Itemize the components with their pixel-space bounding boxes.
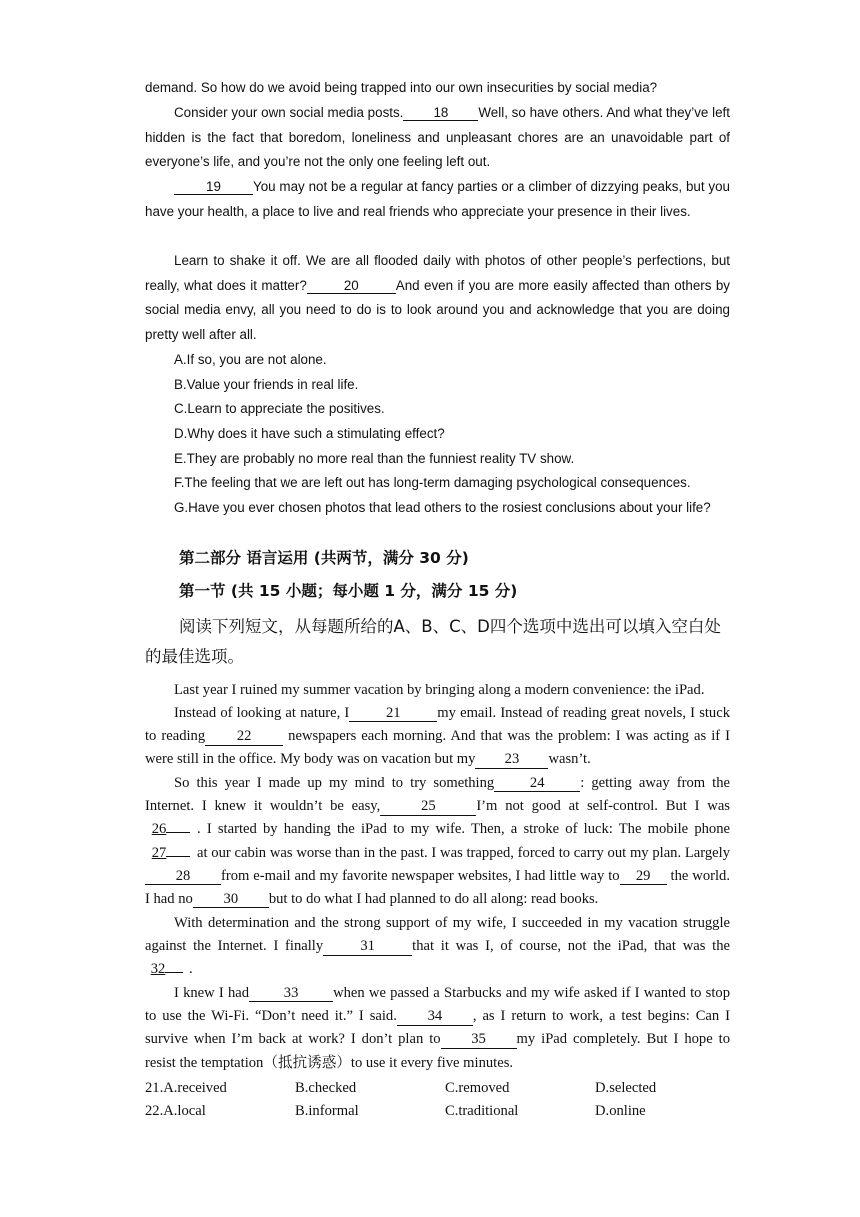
- answer-21-b[interactable]: B.checked: [295, 1080, 357, 1096]
- blank-32[interactable]: [145, 962, 189, 977]
- passage2-para-4: [145, 912, 730, 982]
- blank-27-number: 27: [151, 844, 167, 861]
- blank-23[interactable]: 23: [475, 752, 548, 768]
- passage2-para-3: [145, 772, 730, 911]
- para-text: With determination and the strong support of my wife, I succeeded in my vacation struggle against the Internet. I finally: [145, 915, 730, 955]
- answer-21-a[interactable]: 21.A.received: [145, 1080, 227, 1096]
- para-text: Learn to shake it off. We are all flooded daily with photos of other people’s perfections, but really, what does it matter?: [145, 253, 730, 293]
- para-text: . I started by handing the iPad to my wife. Then, a stroke of luck: The mobile phone: [197, 821, 730, 838]
- blank-20[interactable]: 20: [307, 279, 396, 294]
- para-text: , as I return to work, a test begins: Can I survive when I’m back at work? I don’t plan to: [145, 1008, 730, 1048]
- para-text: I knew I had: [174, 985, 250, 1001]
- para-text: I’m not good at self-control. But I was: [476, 798, 730, 815]
- instruction: 阅读下列短文，从每题所给的A、B、C、D四个选项中选出可以填入空白处的最佳选项。: [145, 617, 721, 666]
- option-g: G.Have you ever chosen photos that lead others to the rosiest conclusions about your life?: [174, 500, 711, 515]
- para-text: when we passed a Starbucks and my wife asked if I wanted to stop to use the Wi-Fi. “Don’t need it.” I said.: [145, 985, 730, 1025]
- blank-35[interactable]: 35: [441, 1032, 517, 1048]
- para-text: my email. Instead of reading great novels, I stuck to reading: [145, 705, 730, 745]
- option-e: E.They are probably no more real than the funniest reality TV show.: [174, 451, 575, 466]
- para-text: So this year I made up my mind to try something: [174, 775, 495, 791]
- blank-34[interactable]: 34: [397, 1009, 473, 1025]
- blank-24[interactable]: 24: [494, 776, 580, 792]
- para-text: but to do what I had planned to do all along: read books.: [268, 891, 599, 908]
- blank-26[interactable]: [145, 822, 197, 837]
- blank-30[interactable]: 30: [193, 892, 269, 908]
- para-text: the world. I had no: [145, 867, 730, 908]
- option-a: A.If so, you are not alone.: [174, 352, 327, 367]
- para-text: newspapers each morning. And that was the problem: I was acting as if I were still in the office. My body was on vacation but my: [145, 728, 730, 768]
- para-text: You may not be a regular at fancy parties or a climber of dizzying peaks, but you have your health, a place to live and real friends who appreciate your presence in their lives.: [145, 179, 730, 219]
- blank-32-number: 32: [150, 961, 166, 978]
- para-text: my iPad completely. But I hope to resist the temptation（抵抗诱惑）to use it every five minutes.: [145, 1031, 730, 1071]
- passage1-para-20: [145, 249, 730, 348]
- para-text: at our cabin was worse than in the past. I was trapped, forced to carry out my plan. Largely: [197, 844, 730, 861]
- blank-18[interactable]: 18: [403, 106, 478, 121]
- blank-31[interactable]: 31: [323, 939, 412, 955]
- para-text: : getting away from the Internet. I knew it wouldn’t be easy,: [145, 775, 731, 815]
- passage2-para-2: [145, 702, 730, 772]
- passage2-para-1: [145, 679, 730, 702]
- part-title: 第二部分 语言运用 (共两节，满分 30 分): [179, 549, 469, 567]
- section-title: 第一节 (共 15 小题；每小题 1 分，满分 15 分): [179, 582, 518, 600]
- para-text: Well, so have others. And what they’ve left hidden is the fact that boredom, loneliness and unpleasant chores are an unavoidable part of everyone’s life, and you’re not the only one feeling left out.: [145, 105, 730, 170]
- option-d: D.Why does it have such a stimulating effect?: [174, 426, 445, 441]
- blank-26-number: 26: [151, 821, 167, 838]
- passage1-para-19: [145, 175, 730, 224]
- answer-22-d[interactable]: D.online: [595, 1103, 646, 1119]
- para-text: .: [189, 961, 193, 978]
- para-text: Last year I ruined my summer vacation by bringing along a modern convenience: the iPad.: [174, 682, 705, 698]
- option-c: C.Learn to appreciate the positives.: [174, 401, 385, 416]
- blank-22[interactable]: 22: [205, 729, 283, 745]
- blank-25[interactable]: 25: [380, 799, 476, 815]
- option-f: F.The feeling that we are left out has long-term damaging psychological consequences.: [174, 475, 691, 490]
- answer-22-b[interactable]: B.informal: [295, 1103, 359, 1119]
- para-text: wasn’t.: [548, 751, 591, 768]
- blank-19[interactable]: 19: [174, 180, 253, 195]
- para-text: Consider your own social media posts.: [174, 105, 404, 120]
- para-text: demand. So how do we avoid being trapped into our own insecurities by social media?: [145, 80, 658, 95]
- blank-33[interactable]: 33: [249, 986, 333, 1002]
- blank-28[interactable]: 28: [145, 869, 221, 885]
- answer-21-d[interactable]: D.selected: [595, 1080, 657, 1096]
- blank-29[interactable]: 29: [620, 869, 667, 885]
- blank-21[interactable]: 21: [349, 706, 437, 722]
- para-text: And even if you are more easily affected than others by social media envy, all you need to do is to look around you and acknowledge that you are doing pretty well after all.: [145, 277, 730, 343]
- passage1-para-18: [145, 101, 730, 175]
- blank-26-line: [166, 832, 190, 833]
- para-text: Instead of looking at nature, I: [174, 705, 350, 721]
- option-b: B.Value your friends in real life.: [174, 377, 359, 392]
- passage1-para-demand: [145, 76, 730, 101]
- blank-27-line: [166, 856, 190, 857]
- para-text: that it was I, of course, not the iPad, that was the: [412, 938, 730, 955]
- blank-32-line: [165, 972, 183, 973]
- blank-27[interactable]: [145, 846, 197, 861]
- answer-22-c[interactable]: C.traditional: [445, 1103, 519, 1119]
- answer-22-a[interactable]: 22.A.local: [145, 1103, 206, 1119]
- answer-21-c[interactable]: C.removed: [445, 1080, 510, 1096]
- para-text: from e-mail and my favorite newspaper websites, I had little way to: [221, 867, 620, 884]
- passage2-para-5: [145, 982, 730, 1075]
